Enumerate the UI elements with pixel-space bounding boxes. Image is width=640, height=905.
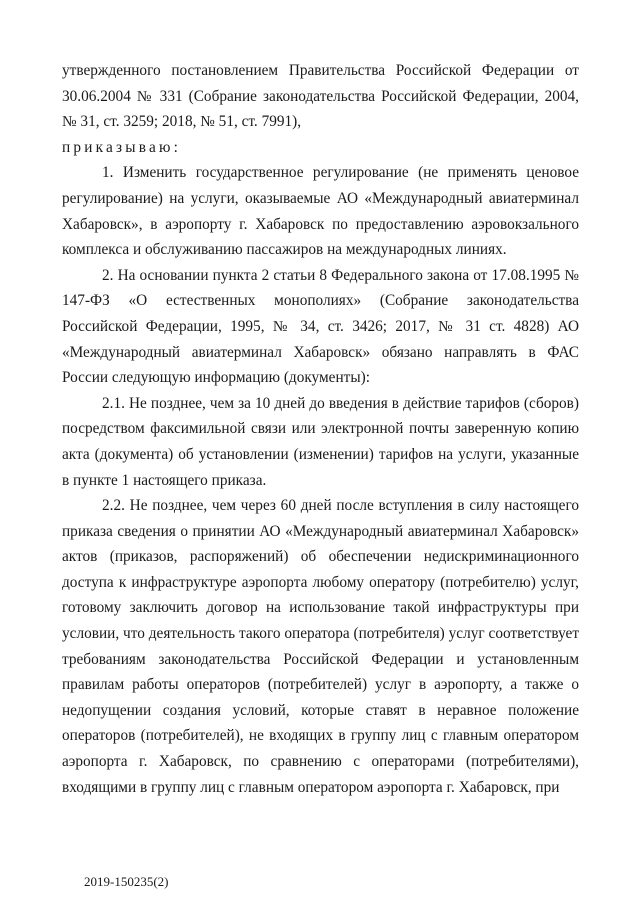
item-2-paragraph: 2. На основании пункта 2 статьи 8 Федерального закона от 17.08.1995 № 147-ФЗ «О естественных монополиях» (Собрание законодательства Российской Федерации, 1995, № 34, ст. 3426; 2017, № 31 ст. 4828) АО «Международный авиатерминал Хабаровск» обязано направлять в ФАС России следующую информацию (документы):	[62, 266, 579, 387]
item-2-1-paragraph: 2.1. Не позднее, чем за 10 дней до введения в действие тарифов (сборов) посредством факсимильной связи или электронной почты заверенную копию акта (документа) об установлении (изменении) тарифов на услуги, указанные в пункте 1 настоящего приказа.	[62, 394, 579, 489]
intro-paragraph: утвержденного постановлением Правительства Российской Федерации от 30.06.2004 № 331 (Собрание законодательства Российской Федерации, 2004, № 31, ст. 3259; 2018, № 51, ст. 7991),	[62, 62, 579, 131]
item-2-2-paragraph: 2.2. Не позднее, чем через 60 дней после вступления в силу настоящего приказа сведения о принятии АО «Международный авиатерминал Хабаровск» актов (приказов, распоряжений) об обеспечении недискриминационного доступа к инфраструктуре аэропорта любому оператору (потребителю) услуг, готовому заключить договор на использование такой инфраструктуры при условии, что деятельность такого оператора (потребителя) услуг соответствует требованиям законодательства Российской Федерации и установленным правилам работы операторов (потребителей) услуг в аэропорту, а также о недопущении создания условий, которые ставят в неравное положение операторов (потребителей), не входящих в группу лиц с главным оператором аэропорта г. Хабаровск, по сравнению с операторами (потребителями), входящими в группу лиц с главным оператором аэропорта г. Хабаровск, при	[62, 497, 579, 796]
item-1-paragraph: 1. Изменить государственное регулирование (не применять ценовое регулирование) на услуги, оказываемые АО «Международный авиатерминал Хабаровск», в аэропорту г. Хабаровск по предоставлению аэровокзального комплекса и обслуживанию пассажиров на международных линиях.	[62, 164, 579, 259]
document-registration-code: 2019-150235(2)	[84, 874, 169, 889]
document-body	[62, 58, 579, 800]
order-word: приказываю:	[62, 138, 182, 156]
